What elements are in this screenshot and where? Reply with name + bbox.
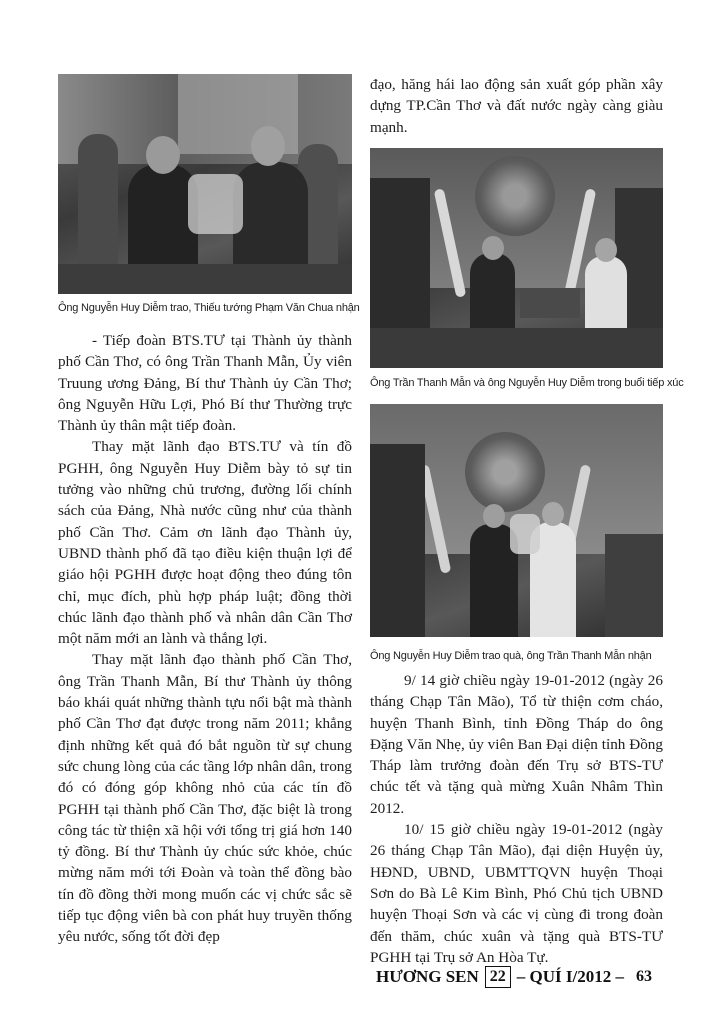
page-footer xyxy=(376,964,676,990)
paragraph-city-speech: Thay mặt lãnh đạo thành phố Cần Thơ, ông Trần Thanh Mẫn, Bí thư Thành ủy thông báo khái quát những thành tựu nổi bật mà thành phố Cần Thơ đạt được trong năm 2011; khẳng định những kết quả đó bắt nguồn từ sự chung sức chung lòng của các tầng lớp nhân dân, trong đó có đóng góp không nhỏ của các tín đồ PGHH tại thành phố Cần Thơ, đặc biệt là trong công tác từ thiện xã hội với tổng trị giá hơn 140 tỷ đồng. Bí thư Thành ủy chúc sức khỏe, chúc mừng năm mới tới Đoàn và toàn thể đồng bào tín đồ đồng thời mong muốn các vị chức sắc sẽ tiếp tục động viên bà con phát huy truyền thống yêu nước, sống tốt đời đẹp xyxy=(58,651,352,946)
photo-caption-1: Ông Nguyễn Huy Diễm trao, Thiếu tướng Phạm Văn Chua nhận xyxy=(58,302,360,314)
photo-caption-3: Ông Nguyễn Huy Diễm trao quà, ông Trần Thanh Mẫn nhận xyxy=(370,650,652,662)
right-column-bottom-text xyxy=(370,670,663,968)
quarter-label: – QUÍ I/2012 – xyxy=(516,967,625,986)
page-number: 63 xyxy=(636,968,653,985)
photo-caption-2: Ông Trần Thanh Mẫn và ông Nguyễn Huy Diễm trong buổi tiếp xúc xyxy=(370,377,684,389)
paragraph-item-10: 10/ 15 giờ chiều ngày 19-01-2012 (ngày 26 tháng Chạp Tân Mão), đại diện Huyện ủy, HĐND, UBND, UBMTTQVN huyện Thoại Sơn do Bà Lê Kim Bình, Phó Chủ tịch UBND huyện Thoại Sơn và các vị cùng đi trong đoàn đến thăm, chúc xuân và tặng quà BTS-TƯ PGHH tại Trụ sở An Hòa Tự. xyxy=(370,821,663,966)
paragraph-continuation: đạo, hăng hái lao động sản xuất góp phần xây dựng TP.Cần Thơ và đất nước ngày càng giàu mạnh. xyxy=(370,76,663,136)
magazine-name: HƯƠNG SEN xyxy=(376,967,479,986)
paragraph-reception: - Tiếp đoàn BTS.TƯ tại Thành ủy thành phố Cần Thơ, có ông Trần Thanh Mẫn, Ủy viên Truung ương Đảng, Bí thư Thành ủy Cần Thơ; ông Nguyễn Hữu Lợi, Phó Bí thư Thường trực Thành ủy thân mật tiếp đoàn. xyxy=(58,332,352,435)
photo-gift-receiving xyxy=(370,404,663,637)
photo-gift-exchange xyxy=(58,74,352,294)
paragraph-item-9: 9/ 14 giờ chiều ngày 19-01-2012 (ngày 26 tháng Chạp Tân Mão), Tổ từ thiện cơm cháo, huyện Thanh Bình, tỉnh Đồng Tháp do ông Đặng Văn Nhẹ, ủy viên Ban Đại diện tỉnh Đồng Tháp làm trưởng đoàn đến Trụ sở BTS-TƯ chúc tết và tặng quà mừng Xuân Nhâm Thìn 2012. xyxy=(370,672,663,817)
left-column-text xyxy=(58,330,352,948)
right-column-top-text xyxy=(370,74,663,138)
issue-number: 22 xyxy=(485,966,511,988)
photo-meeting xyxy=(370,148,663,368)
paragraph-bts-speech: Thay mặt lãnh đạo BTS.TƯ và tín đồ PGHH, ông Nguyễn Huy Diễm bày tỏ sự tin tưởng vào những chủ trương, đường lối chính sách của Đảng, Nhà nước cũng như của thành phố Cần Thơ. Cảm ơn lãnh đạo Thành ủy, UBND thành phố đã tạo điều kiện thuận lợi để giáo hội PGHH được hoạt động theo đúng tôn chỉ, mục đích, phù hợp pháp luật; đồng thời chúc lãnh đạo thành phố và nhân dân Cần Thơ một năm mới an lành và thắng lợi. xyxy=(58,438,352,648)
